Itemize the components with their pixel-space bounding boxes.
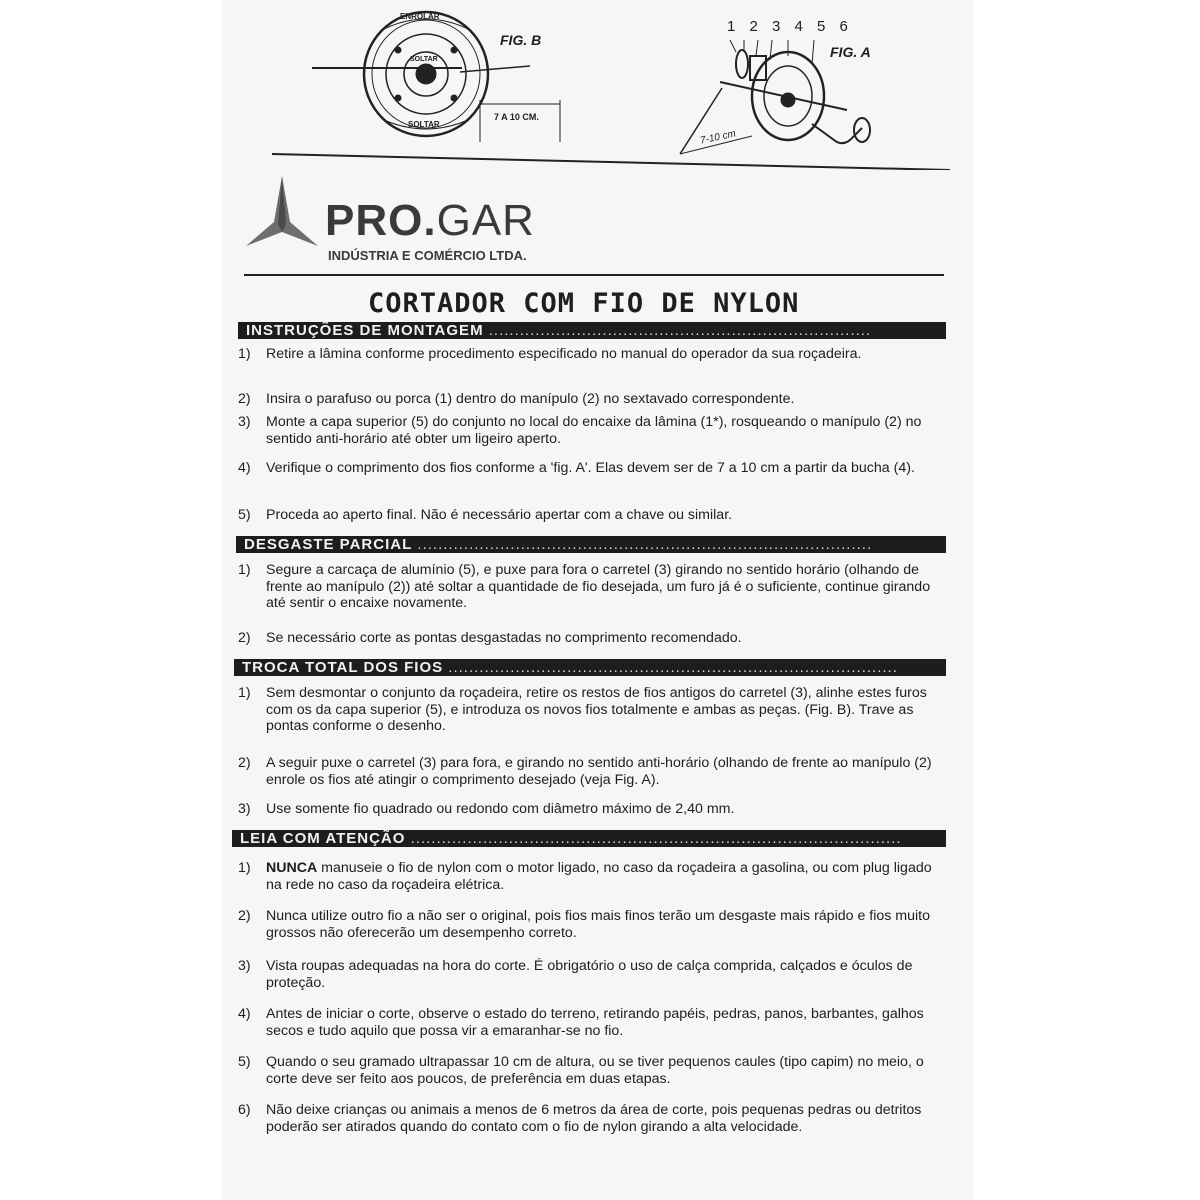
item-number: 1)	[238, 346, 251, 362]
item-text: Se necessário corte as pontas desgastadas no comprimento recomendado.	[266, 630, 742, 646]
fig-b-inner-label: SOLTAR	[410, 56, 438, 63]
list-item	[238, 958, 944, 991]
brand-suffix: GAR	[436, 196, 535, 245]
list-item	[238, 1054, 944, 1087]
item-number: 1)	[238, 860, 251, 876]
list-item	[238, 346, 944, 363]
item-text: manuseie o fio de nylon com o motor ligado, no caso da roçadeira a gasolina, ou com plug ligado na rede no caso da roçadeira elétrica.	[266, 860, 932, 893]
list-item	[238, 860, 944, 893]
assembly-figures	[222, 0, 974, 170]
item-number: 6)	[238, 1102, 251, 1118]
list-item	[238, 1102, 944, 1135]
brand-dot: .	[423, 196, 437, 245]
item-text: Não deixe crianças ou animais a menos de 6 metros da área de corte, pois pequenas pedras ou detritos poderão ser atirados quando do contato com o fio de nylon girando a alta velocidade.	[266, 1102, 922, 1135]
fig-b-dimension: 7 A 10 CM.	[494, 112, 539, 122]
item-text: Vista roupas adequadas na hora do corte. É obrigatório o uso de calça comprida, calçados e óculos de proteção.	[266, 958, 913, 991]
section-heading-text: TROCA TOTAL DOS FIOS	[242, 659, 444, 676]
fig-a-dimension: 7-10 cm	[699, 128, 737, 147]
item-emphasis: NUNCA	[266, 860, 318, 876]
company-name: INDÚSTRIA E COMÉRCIO LTDA.	[328, 248, 527, 263]
item-number: 1)	[238, 685, 251, 701]
section-heading-montagem: INSTRUÇÕES DE MONTAGEM ..........................................................................	[238, 322, 946, 339]
item-text: Sem desmontar o conjunto da roçadeira, retire os restos de fios antigos do carretel (3), alinhe estes furos com os da capa superior (5), e introduza os novos fios totalmente e ambas as peças. (Fig. B). Trave as pontas conforme o desenho.	[266, 685, 927, 734]
item-number: 3)	[238, 801, 251, 817]
item-text: Nunca utilize outro fio a não ser o original, pois fios mais finos terão um desgaste mais rápido e fios muito grossos não oferecerão um desempenho correto.	[266, 908, 930, 941]
section-heading-text: INSTRUÇÕES DE MONTAGEM	[246, 322, 484, 339]
list-item	[238, 460, 944, 477]
list-item	[238, 908, 944, 941]
item-number: 4)	[238, 460, 251, 476]
list-item	[238, 755, 944, 788]
item-text: Antes de iniciar o corte, observe o estado do terreno, retirando papéis, pedras, panos, barbantes, galhos secos e tudo aquilo que possa vir a emaranhar-se no fio.	[266, 1006, 924, 1039]
section-heading-troca: TROCA TOTAL DOS FIOS .......................................................................................	[234, 659, 946, 676]
item-text: Monte a capa superior (5) do conjunto no local do encaixe da lâmina (1*), rosqueando o manípulo (2) no sentido anti-horário até obter um ligeiro aperto.	[266, 414, 922, 447]
item-text: A seguir puxe o carretel (3) para fora, e girando no sentido anti-horário (olhando de frente ao manípulo (2) enrole os fios até atingir o comprimento desejado (veja Fig. A).	[266, 755, 932, 788]
list-item	[238, 507, 944, 524]
item-number: 2)	[238, 755, 251, 771]
item-number: 2)	[238, 391, 251, 407]
list-item	[238, 1006, 944, 1039]
section-heading-text: LEIA COM ATENÇÃO	[240, 830, 406, 847]
item-text: Insira o parafuso ou porca (1) dentro do manípulo (2) no sextavado correspondente.	[266, 391, 795, 407]
fig-a-label: FIG. A	[830, 44, 871, 60]
section-heading-text: DESGASTE PARCIAL	[244, 536, 413, 553]
fig-b-wind-label: ENROLAR	[400, 12, 440, 21]
item-number: 2)	[238, 630, 251, 646]
list-item	[238, 414, 944, 447]
item-text: Retire a lâmina conforme procedimento especificado no manual do operador da sua roçadeira.	[266, 346, 862, 362]
list-item	[238, 801, 944, 818]
fig-a-part-numbers: 1 2 3 4 5 6	[727, 18, 853, 35]
item-number: 5)	[238, 1054, 251, 1070]
item-number: 2)	[238, 908, 251, 924]
list-item	[238, 391, 944, 408]
header-rule	[244, 274, 944, 276]
item-text: Use somente fio quadrado ou redondo com diâmetro máximo de 2,40 mm.	[266, 801, 735, 817]
item-text: Verifique o comprimento dos fios conforme a 'fig. A'. Elas devem ser de 7 a 10 cm a partir da bucha (4).	[266, 460, 915, 476]
list-item	[238, 685, 944, 735]
item-number: 1)	[238, 562, 251, 578]
item-number: 4)	[238, 1006, 251, 1022]
item-number: 3)	[238, 414, 251, 430]
fig-b-label: FIG. B	[500, 32, 542, 48]
list-item	[238, 630, 944, 647]
fig-b-release-label: SOLTAR	[408, 120, 440, 129]
item-text: Proceda ao aperto final. Não é necessário apertar com a chave ou similar.	[266, 507, 733, 523]
document-title: CORTADOR COM FIO DE NYLON	[368, 288, 800, 319]
section-heading-atencao: LEIA COM ATENÇÃO ...............................................................................................	[232, 830, 946, 847]
section-heading-desgaste: DESGASTE PARCIAL ........................................................................................	[236, 536, 946, 553]
figure-divider	[272, 154, 950, 170]
item-text: Quando o seu gramado ultrapassar 10 cm de altura, ou se tiver pequenos caules (tipo capim) no meio, o corte deve ser feito aos poucos, de preferência em duas etapas.	[266, 1054, 924, 1087]
item-number: 3)	[238, 958, 251, 974]
brand-name	[325, 196, 535, 246]
item-text: Segure a carcaça de alumínio (5), e puxe para fora o carretel (3) girando no sentido horário (olhando de frente ao manípulo (2)) até soltar a quantidade de fio desejada, um furo já é o suficiente, continue girando até sentir o encaixe novamente.	[266, 562, 931, 611]
progar-logo-icon	[246, 176, 318, 254]
item-number: 5)	[238, 507, 251, 523]
list-item	[238, 562, 944, 612]
brand-main: PRO	[325, 196, 424, 245]
